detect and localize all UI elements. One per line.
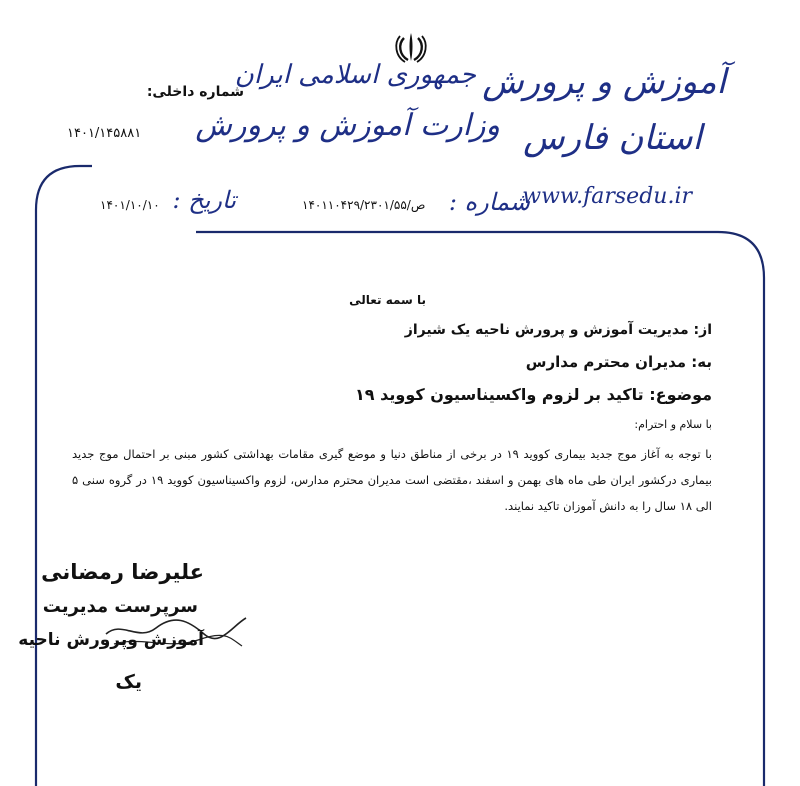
signer-title-line-2: آموزش وپرورش ناحیه	[18, 630, 204, 650]
org-website[interactable]: www.farsedu.ir	[522, 184, 692, 209]
letter-number-label: شماره :	[448, 188, 530, 216]
greeting: با سلام و احترام:	[634, 418, 712, 431]
signer-title-line-1: سرپرست مدیریت	[42, 596, 198, 617]
salutation-title: با سمه تعالی	[349, 293, 426, 307]
subject-line: موضوع: تاکید بر لزوم واکسیناسیون کووید ۱۹	[355, 385, 712, 404]
internal-number-value: ۱۴۰۱/۱۴۵۸۸۱	[67, 126, 142, 141]
letter-date-label: تاریخ :	[172, 186, 236, 214]
internal-number-label: شماره داخلی:	[146, 84, 244, 100]
signer-title-line-3: یک	[115, 671, 142, 693]
ministry-name: وزارت آموزش و پرورش	[195, 108, 500, 143]
letter-number-value: ۱۴۰۱۱۰۴۲۹/۲۳۰۱/۵۵/ص	[302, 198, 426, 212]
to-line: به: مدیران محترم مدارس	[525, 353, 712, 371]
org-province: استان فارس	[523, 118, 702, 158]
iran-emblem-icon	[393, 30, 429, 64]
letter-date-value: ۱۴۰۱/۱۰/۱۰	[100, 198, 160, 212]
letter-body: با توجه به آغاز موج جدید بیماری کووید ۱۹ در برخی از مناطق دنیا و موضع گیری مقامات بهداشتی کشور مبنی بر احتمال موج جدید بیماری درکشور ایران طی ماه های بهمن و اسفند ،مقتضی است مدیران محترم مدارس، لزوم واکسیناسیون کووید ۱۹ در گروه سنی ۵ الی ۱۸ سال را به دانش آموزان تاکید نمایند.	[72, 447, 712, 513]
republic-name: جمهوری اسلامی ایران	[234, 60, 476, 90]
signer-name: علیرضا رمضانی	[41, 560, 204, 584]
org-title: آموزش و پرورش	[482, 62, 726, 102]
from-line: از: مدیریت آموزش و پرورش ناحیه یک شیراز	[404, 322, 712, 338]
